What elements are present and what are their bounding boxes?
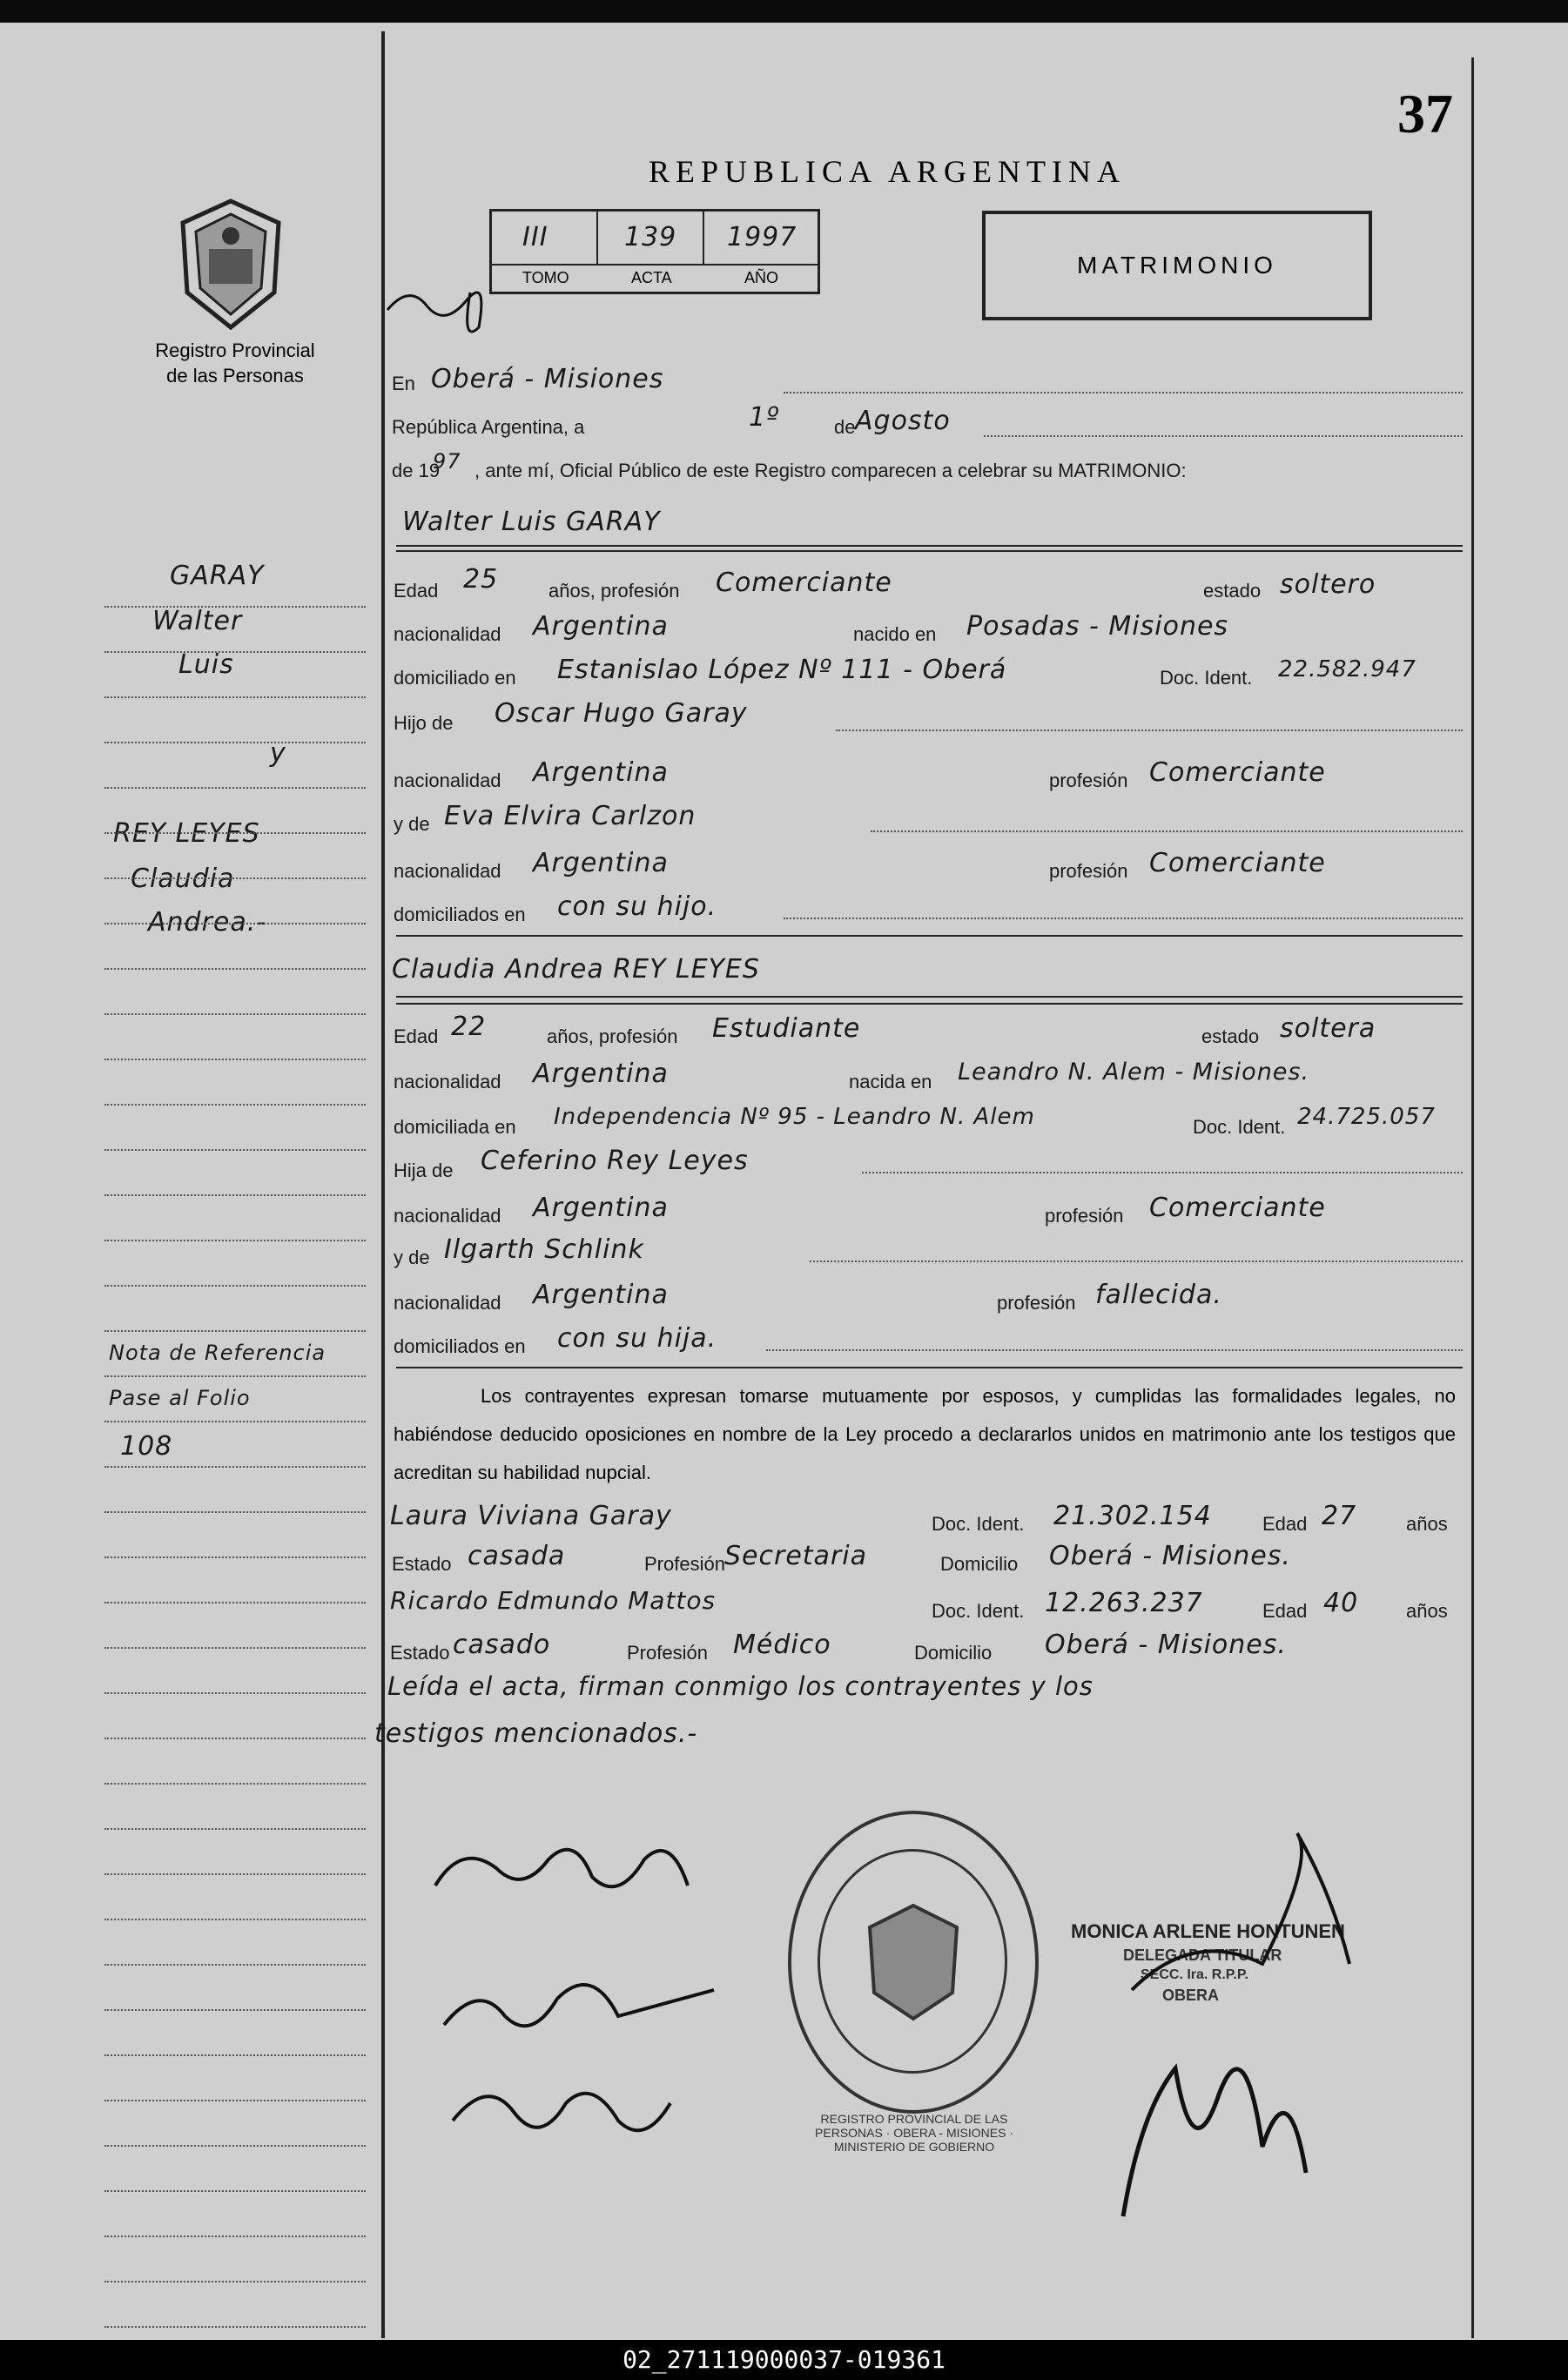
witness2-address: Oberá - Misiones.: [1045, 1630, 1287, 1660]
footer-id: 02_271119000037-019361: [0, 2340, 1568, 2380]
certificate-page: 37 REPUBLICA ARGENTINA Registro Provincial de las Personas III 139 1997 TOMO ACTA AÑO MATRIMONIO En Oberá - Misiones República Argentina, a 1º de Agosto de 19 97 , ante mí, Oficial Público de este Registro comparecen a celebrar su MATRIMONIO: Walter Luis GARAY Edad 25 años, profesión Comerciante estado soltero nacionalidad Argentina nacido en Posadas - Misiones domiciliado en Estanislao López Nº 111 - Oberá Doc. Ident. 22.582.947 Hijo de Oscar Hugo Garay nacionalidad Argentina profesión Comerciante y de Eva Elvira Carlzon nacionalidad Argentina profesión Comerciante domiciliados en con su hijo. Claudia Andrea REY LEYES Edad 22 años, profesión Estudiante estado soltera nacionalidad Argentina nacida en Leandro N. Alem - Misiones. domiciliada en Independencia Nº 95 - Leandro N. Alem Doc. Ident. 24.725.057 Hija de Ceferino Rey Leyes nacionalidad Argentina profesión Comerciante y de Ilgarth Schlink nacionalidad Argentina profesión fallecida. domiciliados en con su hija. Los contrayentes expresan tomarse mutuamente por esposos, y cumplidas las formalidades legales, no habiéndose deducido oposiciones en nombre de la Ley procedo a declararlos unidos en matrimonio ante los testigos que acreditan su habilidad nupcial. Laura Viviana Garay Doc. Ident. 21.302.154 Edad 27 años Estado casada Profesión Secretaria Domicilio Oberá - Misiones. Ricardo Edmundo Mattos Doc. Ident. 12.263.237 Edad 40 años Estado casado Profesión Médico Domicilio Oberá - Misiones. Leída el acta, firman conmigo los contrayentes y los testigos mencionados.- REGISTRO PROVINCIAL DE LAS PERSONAS · OBERA - MISIONES · MINISTERIO DE GOBIERNO MONICA ARLENE HONTUNEN DELEGADA TITULAR SECC. Ira. R.P.P. OBERA GARAY Walter Luis y REY LEYES Claudia Andrea.- Nota de Referencia Pase al Folio 108: [0, 23, 1568, 2340]
de-label: de: [834, 416, 856, 438]
declaration-text: , ante mí, Oficial Público de este Registro comparecen a celebrar su MATRIMONIO:: [474, 460, 1187, 481]
margin-rule: [104, 2054, 366, 2056]
bride-mother: Ilgarth Schlink: [444, 1234, 644, 1265]
margin-rule: [104, 1194, 366, 1196]
groom-profession: Comerciante: [716, 568, 892, 598]
coat-of-arms-icon: [174, 197, 287, 336]
margin-rule: [104, 1556, 366, 1558]
margin-name-1b: Luis: [178, 649, 234, 680]
margin-rule: [104, 1828, 366, 1830]
margin-rule: [104, 1738, 366, 1739]
margin-rule: [104, 1647, 366, 1649]
margin-name-1a: Walter: [152, 606, 243, 636]
country-title: REPUBLICA ARGENTINA: [649, 154, 1127, 189]
margin-name-2b: Andrea.-: [148, 907, 267, 938]
closing-line2: testigos mencionados.-: [374, 1718, 698, 1749]
witness1-profession: Secretaria: [724, 1541, 867, 1571]
official-section: SECC. Ira. R.P.P.: [1141, 1967, 1248, 1982]
margin-rule: [104, 877, 366, 879]
margin-rule: [104, 1013, 366, 1015]
margin-rule: [104, 1602, 366, 1603]
act-number-box: [489, 209, 820, 294]
margin-rule: [104, 1285, 366, 1287]
groom-parents-address: con su hijo.: [557, 891, 717, 922]
groom-full-name: Walter Luis GARAY: [402, 507, 661, 537]
official-title: DELEGADA TITULAR: [1123, 1946, 1282, 1964]
witness1-age: 27: [1322, 1501, 1357, 1531]
stamp-crest-icon: [865, 1901, 961, 2023]
groom-birthplace: Posadas - Misiones: [966, 611, 1229, 642]
margin-rule: [104, 923, 366, 924]
margin-rule: [104, 1692, 366, 1694]
margin-surname-1: GARAY: [170, 561, 265, 591]
year-prefix: de 19: [392, 460, 441, 481]
bride-nationality: Argentina: [533, 1059, 669, 1089]
margin-rule: [104, 2326, 366, 2328]
ano-value: 1997: [727, 222, 797, 252]
en-value: Oberá - Misiones: [431, 364, 664, 394]
groom-mother: Eva Elvira Carlzon: [444, 801, 697, 831]
initials-signature: [383, 258, 496, 345]
bride-doc: 24.725.057: [1297, 1104, 1436, 1130]
year-value: 97: [433, 449, 461, 474]
margin-rule: [104, 1919, 366, 1920]
margin-rule: [104, 1964, 366, 1966]
witness2-age: 40: [1323, 1588, 1359, 1618]
month-value: Agosto: [855, 406, 951, 436]
official-name: MONICA ARLENE HONTUNEN: [1071, 1920, 1345, 1942]
witness1-status: casada: [468, 1541, 566, 1571]
margin-rule: [104, 1466, 366, 1468]
day-value: 1º: [749, 402, 780, 433]
margin-divider: [381, 31, 385, 2338]
margin-rule: [104, 1873, 366, 1875]
margin-rule: [104, 1783, 366, 1785]
margin-rule: [104, 606, 366, 608]
margin-rule: [104, 2235, 366, 2237]
registry-name: Registro Provincial de las Personas: [155, 340, 315, 387]
groom-address: Estanislao López Nº 111 - Oberá: [557, 655, 1007, 685]
ano-label: AÑO: [744, 269, 779, 286]
witness2-doc: 12.263.237: [1045, 1588, 1203, 1618]
margin-and: y: [270, 738, 286, 769]
bride-father-profession: Comerciante: [1149, 1193, 1326, 1223]
witness2-name: Ricardo Edmundo Mattos: [390, 1586, 717, 1615]
margin-rule: [104, 2281, 366, 2283]
bride-parents-address: con su hija.: [557, 1323, 717, 1354]
closing-line1: Leída el acta, firman conmigo los contrayentes y los: [387, 1671, 1094, 1701]
official-stamp: [788, 1811, 1039, 2114]
witness1-doc: 21.302.154: [1053, 1501, 1212, 1531]
bride-profession: Estudiante: [712, 1013, 861, 1044]
official-signature: [1088, 1807, 1376, 2242]
top-scan-border: [0, 0, 1568, 23]
bride-address: Independencia Nº 95 - Leandro N. Alem: [554, 1104, 1035, 1130]
margin-rule: [104, 1149, 366, 1151]
margin-rule: [104, 2100, 366, 2101]
margin-note-2: Pase al Folio: [109, 1386, 251, 1410]
margin-rule: [104, 1330, 366, 1332]
groom-father-nationality: Argentina: [533, 757, 669, 788]
witness2-status: casado: [453, 1630, 551, 1660]
bride-status: soltera: [1280, 1013, 1376, 1044]
page-number: 37: [1397, 83, 1453, 145]
margin-rule: [104, 968, 366, 970]
margin-rule: [104, 1059, 366, 1060]
margin-rule: [104, 1240, 366, 1241]
formal-declaration: Los contrayentes expresan tomarse mutuamente por esposos, y cumplidas las formalidades legales, no habiéndose deducido oposiciones en nombre de la Ley procedo a declararlos unidos en matrimonio ante los testigos que acreditan su habilidad nupcial.: [394, 1385, 1456, 1483]
groom-mother-profession: Comerciante: [1149, 848, 1326, 878]
bride-full-name: Claudia Andrea REY LEYES: [392, 954, 760, 985]
en-label: En: [392, 373, 415, 394]
groom-doc: 22.582.947: [1278, 656, 1417, 682]
republica-label: República Argentina, a: [392, 416, 585, 438]
groom-mother-nationality: Argentina: [533, 848, 669, 878]
bride-father: Ceferino Rey Leyes: [481, 1146, 749, 1176]
margin-rule: [104, 1375, 366, 1377]
witness1-name: Laura Viviana Garay: [390, 1501, 672, 1531]
margin-surname-2: REY LEYES: [113, 818, 260, 849]
margin-note-3: 108: [120, 1431, 173, 1462]
margin-note-1: Nota de Referencia: [109, 1341, 326, 1365]
acta-label: ACTA: [631, 269, 672, 286]
stamp-text: REGISTRO PROVINCIAL DE LAS PERSONAS · OBERA - MISIONES · MINISTERIO DE GOBIERNO: [815, 2112, 1013, 2154]
act-type-box: MATRIMONIO: [982, 211, 1372, 320]
right-border: [1471, 57, 1474, 2338]
bride-birthplace: Leandro N. Alem - Misiones.: [958, 1059, 1310, 1086]
tomo-label: TOMO: [522, 269, 569, 286]
groom-nationality: Argentina: [533, 611, 669, 642]
bride-mother-nationality: Argentina: [533, 1280, 669, 1310]
margin-rule: [104, 2145, 366, 2147]
margin-rule: [104, 832, 366, 834]
margin-rule: [104, 2009, 366, 2011]
margin-rule: [104, 651, 366, 653]
margin-rule: [104, 2190, 366, 2192]
margin-rule: [104, 1104, 366, 1106]
party-signatures: [427, 1825, 740, 2190]
margin-rule: [104, 742, 366, 743]
groom-status: soltero: [1280, 569, 1376, 600]
groom-father: Oscar Hugo Garay: [495, 698, 748, 729]
groom-father-profession: Comerciante: [1149, 757, 1326, 788]
margin-rule: [104, 1421, 366, 1422]
bride-mother-profession: fallecida.: [1095, 1280, 1222, 1310]
margin-rule: [104, 1511, 366, 1513]
witness1-address: Oberá - Misiones.: [1049, 1541, 1291, 1571]
official-city: OBERA: [1162, 1987, 1220, 2004]
bride-age: 22: [451, 1012, 487, 1042]
margin-rule: [104, 696, 366, 698]
bride-father-nationality: Argentina: [533, 1193, 669, 1223]
margin-name-2a: Claudia: [131, 864, 235, 894]
witness2-profession: Médico: [733, 1630, 831, 1660]
groom-age: 25: [463, 564, 499, 595]
margin-rule: [104, 787, 366, 789]
tomo-value: III: [522, 222, 548, 252]
acta-value: 139: [624, 222, 677, 252]
